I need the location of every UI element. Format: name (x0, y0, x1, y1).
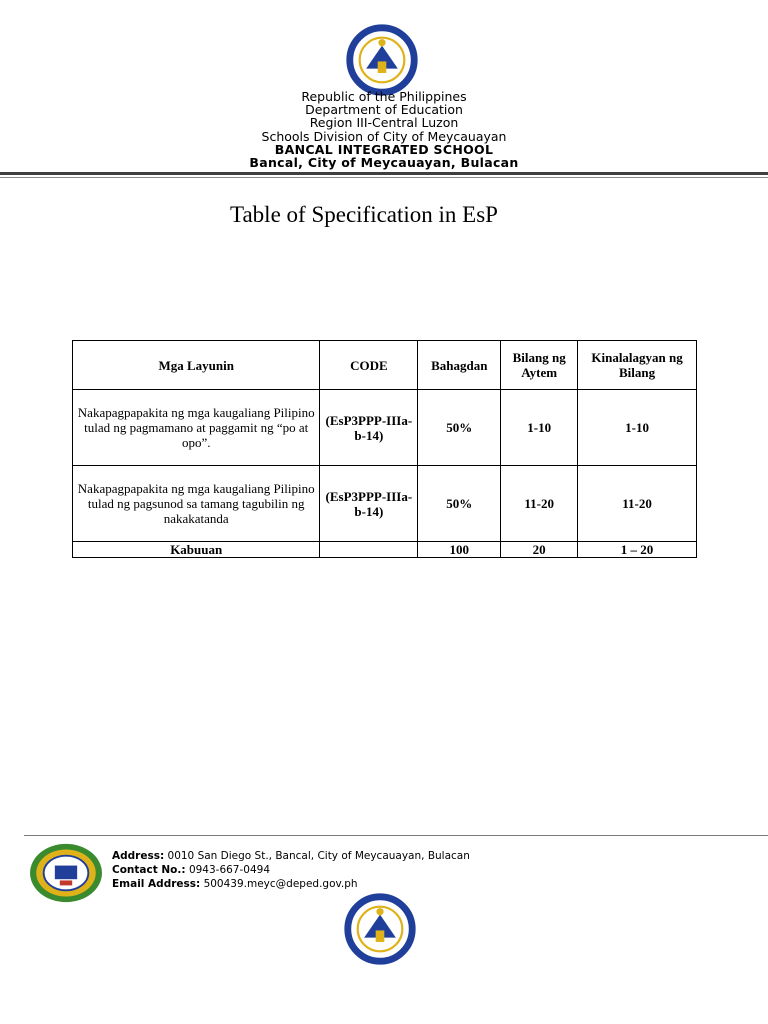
total-label: Kabuuan (73, 542, 320, 558)
row-objective: Nakapagpapakita ng mga kaugaliang Pilipino tulad ng pagmamano at paggamit ng “po at opo”. (73, 390, 320, 466)
total-items: 20 (501, 542, 578, 558)
footer-contact-info (112, 849, 470, 891)
footer-divider (24, 835, 768, 836)
contact-value: 0943-667-0494 (188, 864, 270, 876)
row-percent: 50% (418, 466, 501, 542)
email-value: 500439.meyc@deped.gov.ph (203, 878, 358, 890)
email-label: Email Address: (112, 878, 201, 890)
total-code (320, 542, 418, 558)
footer-address-line (112, 849, 470, 863)
row-code: (EsP3PPP-IIIa-b-14) (320, 390, 418, 466)
total-placement: 1 – 20 (578, 542, 697, 558)
table-header-row (73, 341, 697, 390)
header-code: CODE (320, 341, 418, 390)
table-row (73, 390, 697, 466)
address-value: 0010 San Diego St., Bancal, City of Meycauayan, Bulacan (167, 850, 470, 862)
letterhead (0, 90, 768, 169)
school-name: BANCAL INTEGRATED SCHOOL (274, 141, 494, 157)
row-code: (EsP3PPP-IIIa-b-14) (320, 466, 418, 542)
header-percent: Bahagdan (418, 341, 501, 390)
header-divider-thick (0, 172, 768, 175)
total-percent: 100 (418, 542, 501, 558)
table-row (73, 466, 697, 542)
row-items: 11-20 (501, 466, 578, 542)
footer-contact-line (112, 863, 470, 877)
deped-seal-logo (344, 893, 416, 965)
row-placement: 11-20 (578, 466, 697, 542)
header-objective: Mga Layunin (73, 341, 320, 390)
document-title: Table of Specification in EsP (230, 202, 498, 227)
deped-seal-logo (346, 24, 418, 96)
header-items: Bilang ng Aytem (501, 341, 578, 390)
footer-email-line (112, 877, 470, 891)
school-address: Bancal, City of Meycauayan, Bulacan (249, 155, 519, 171)
country-line: Republic of the Philippines (301, 89, 467, 104)
row-objective: Nakapagpapakita ng mga kaugaliang Pilipino tulad ng pagsunod sa tamang tagubilin ng nakakatanda (73, 466, 320, 542)
specification-table (72, 340, 697, 558)
region-line: Region III-Central Luzon (309, 115, 459, 131)
table-total-row (73, 542, 697, 558)
address-label: Address: (112, 850, 165, 862)
row-placement: 1-10 (578, 390, 697, 466)
contact-label: Contact No.: (112, 864, 186, 876)
row-percent: 50% (418, 390, 501, 466)
department-line: Department of Education (305, 102, 463, 118)
header-placement: Kinalalagyan ng Bilang (578, 341, 697, 390)
school-seal-logo (28, 842, 104, 904)
division-line: Schools Division of City of Meycauayan (261, 128, 507, 144)
row-items: 1-10 (501, 390, 578, 466)
header-divider-thin (0, 177, 768, 178)
